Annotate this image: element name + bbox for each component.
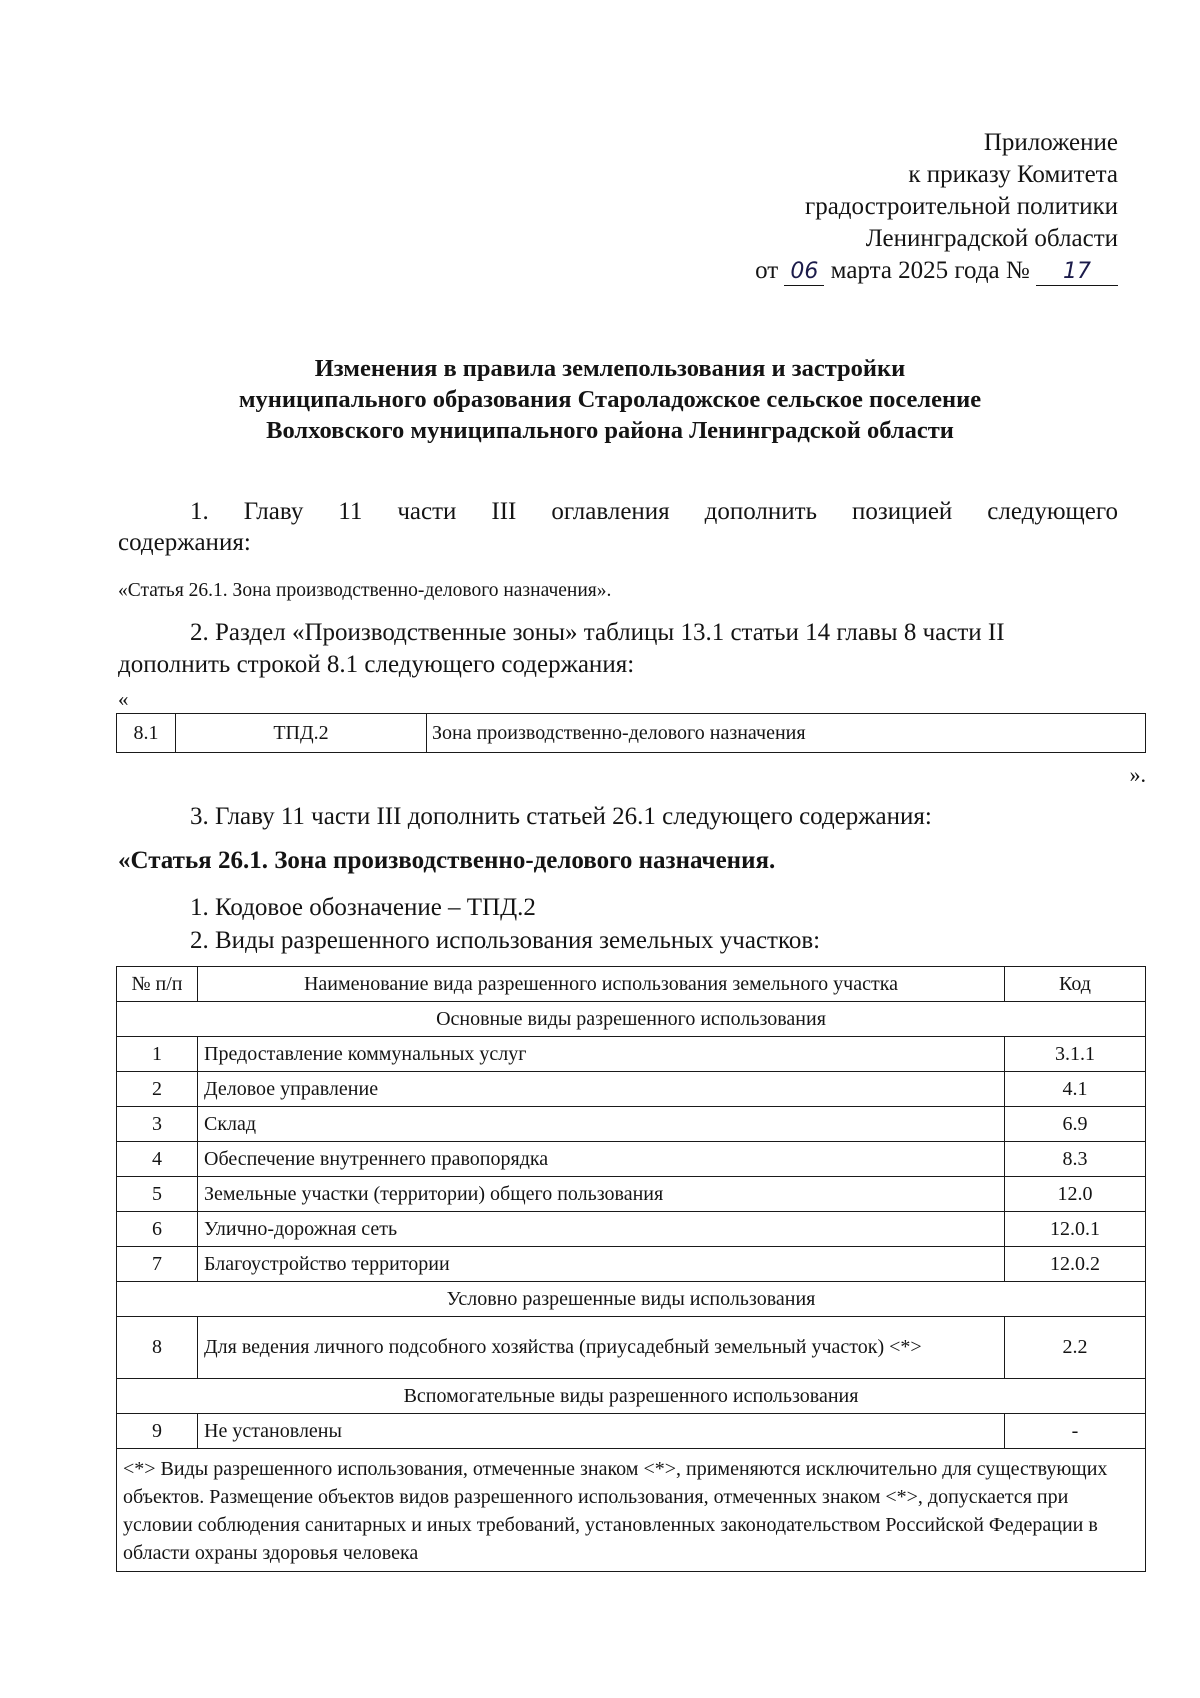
row-num: 3 bbox=[117, 1107, 198, 1142]
row-name: Не установлены bbox=[198, 1414, 1005, 1449]
zone-name-cell: Зона производственно-делового назначения bbox=[427, 714, 1146, 753]
row-num: 1 bbox=[117, 1037, 198, 1072]
row-code: 2.2 bbox=[1005, 1317, 1146, 1379]
row-code: 6.9 bbox=[1005, 1107, 1146, 1142]
header-name: Наименование вида разрешенного использования земельного участка bbox=[198, 967, 1005, 1002]
title-line-2: муниципального образования Староладожское сельское поселение bbox=[238, 386, 982, 413]
row-code: 4.1 bbox=[1005, 1072, 1146, 1107]
group-row-conditional bbox=[117, 1282, 1146, 1317]
article-title: «Статья 26.1. Зона производственно-делового назначения. bbox=[118, 847, 776, 874]
row-num: 4 bbox=[117, 1142, 198, 1177]
date-day-handwritten: 06 bbox=[784, 259, 824, 286]
group-conditional-label: Условно разрешенные виды использования bbox=[117, 1282, 1146, 1317]
group-row-auxiliary bbox=[117, 1379, 1146, 1414]
open-quote: « bbox=[118, 687, 129, 711]
row-num: 2 bbox=[117, 1072, 198, 1107]
row-name: Склад bbox=[198, 1107, 1005, 1142]
row-name: Улично-дорожная сеть bbox=[198, 1212, 1005, 1247]
footnote-text: <*> Виды разрешенного использования, отмеченные знаком <*>, применяются исключительно для существующих объектов. Размещение объектов видов разрешенного использования, отмеченных знаком <*>, допускается при условии соблюдения санитарных и иных требований, установленных законодательством Российской Федерации в области охраны здоровья человека bbox=[117, 1449, 1146, 1572]
group-main-label: Основные виды разрешенного использования bbox=[117, 1002, 1146, 1037]
row-code: - bbox=[1005, 1414, 1146, 1449]
row-name: Деловое управление bbox=[198, 1072, 1005, 1107]
table-header-row bbox=[117, 967, 1146, 1002]
row-code: 12.0.2 bbox=[1005, 1247, 1146, 1282]
header-num: № п/п bbox=[117, 967, 198, 1002]
title-line-1: Изменения в правила землепользования и застройки bbox=[314, 355, 906, 382]
article-item-2: 2. Виды разрешенного использования земельных участков: bbox=[190, 927, 821, 954]
row-code: 12.0.1 bbox=[1005, 1212, 1146, 1247]
group-auxiliary-label: Вспомогательные виды разрешенного использования bbox=[117, 1379, 1146, 1414]
footnote-row bbox=[117, 1449, 1146, 1572]
row-code: 3.1.1 bbox=[1005, 1037, 1146, 1072]
table-row bbox=[117, 1142, 1146, 1177]
appendix-committee: градостроительной политики bbox=[804, 193, 1118, 220]
row-code: 12.0 bbox=[1005, 1177, 1146, 1212]
row-num: 6 bbox=[117, 1212, 198, 1247]
header-code: Код bbox=[1005, 967, 1146, 1002]
row-num: 8 bbox=[117, 1317, 198, 1379]
section-1-text-line2: содержания: bbox=[118, 529, 251, 556]
date-rest: марта 2025 года № bbox=[830, 257, 1030, 284]
title-line-3: Волховского муниципального района Ленинградской области bbox=[266, 417, 954, 444]
row-code: 8.3 bbox=[1005, 1142, 1146, 1177]
section-2-text-line2: дополнить строкой 8.1 следующего содержания: bbox=[118, 651, 635, 678]
document-title bbox=[110, 353, 1110, 446]
section-3-text: 3. Главу 11 части III дополнить статьей 26.1 следующего содержания: bbox=[190, 803, 932, 830]
table-row bbox=[117, 1247, 1146, 1282]
row-num: 5 bbox=[117, 1177, 198, 1212]
article-item-1: 1. Кодовое обозначение – ТПД.2 bbox=[190, 894, 536, 921]
table-row bbox=[117, 1072, 1146, 1107]
row-name: Земельные участки (территории) общего пользования bbox=[198, 1177, 1005, 1212]
table-row bbox=[117, 1037, 1146, 1072]
doc-number-handwritten: 17 bbox=[1036, 259, 1118, 286]
table-row bbox=[117, 1177, 1146, 1212]
row-num: 9 bbox=[117, 1414, 198, 1449]
appendix-order-ref: к приказу Комитета bbox=[908, 161, 1118, 188]
appendix-label: Приложение bbox=[983, 129, 1118, 156]
section-1-text-line1: 1. Главу 11 части III оглавления дополнить позицией следующего bbox=[190, 498, 1118, 525]
zone-code-cell: ТПД.2 bbox=[176, 714, 427, 753]
row-name: Благоустройство территории bbox=[198, 1247, 1005, 1282]
table-row bbox=[117, 1212, 1146, 1247]
row-name: Предоставление коммунальных услуг bbox=[198, 1037, 1005, 1072]
appendix-date-line bbox=[755, 255, 1118, 287]
table-row bbox=[117, 714, 1146, 753]
zones-table-row-8-1 bbox=[116, 713, 1146, 753]
table-row bbox=[117, 1414, 1146, 1449]
appendix-region: Ленинградской области bbox=[865, 225, 1118, 252]
table-row bbox=[117, 1107, 1146, 1142]
zone-number-cell: 8.1 bbox=[117, 714, 176, 753]
row-name: Обеспечение внутреннего правопорядка bbox=[198, 1142, 1005, 1177]
section-1-quote: «Статья 26.1. Зона производственно-делового назначения». bbox=[118, 580, 612, 601]
section-2-text-line1: 2. Раздел «Производственные зоны» таблицы 13.1 статьи 14 главы 8 части II bbox=[190, 619, 1005, 646]
table-row bbox=[117, 1317, 1146, 1379]
group-row-main bbox=[117, 1002, 1146, 1037]
permitted-use-table bbox=[116, 966, 1146, 1572]
close-quote: ». bbox=[1129, 762, 1146, 787]
row-num: 7 bbox=[117, 1247, 198, 1282]
row-name: Для ведения личного подсобного хозяйства (приусадебный земельный участок) <*> bbox=[198, 1317, 1005, 1379]
date-prefix: от bbox=[755, 257, 779, 284]
